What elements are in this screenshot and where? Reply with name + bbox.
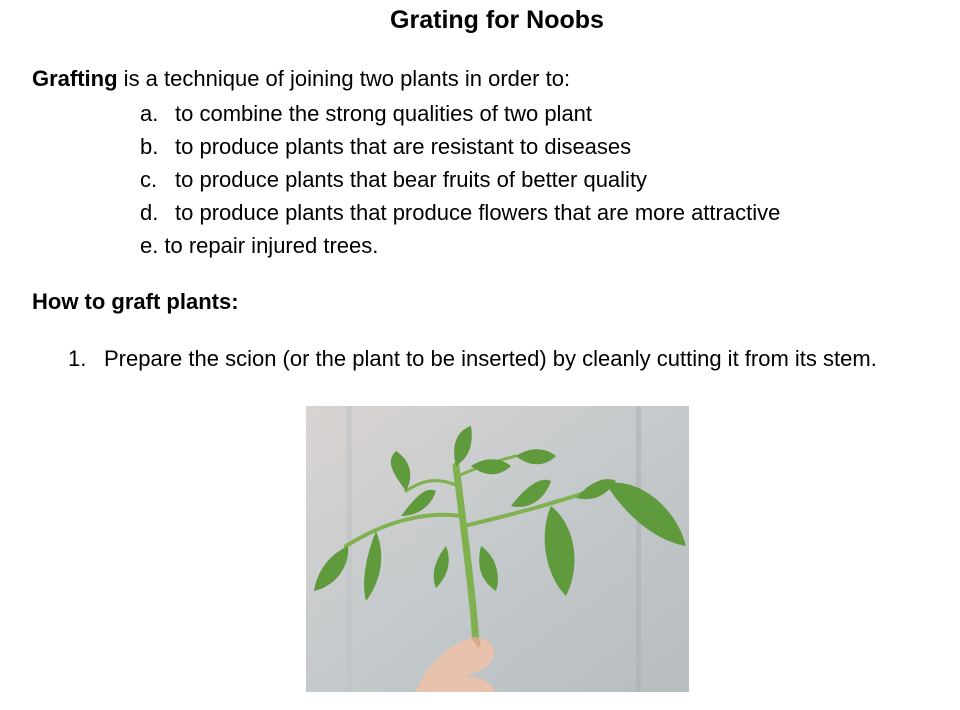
section-heading: How to graft plants: bbox=[32, 289, 239, 314]
intro-text: is a technique of joining two plants in order to: bbox=[117, 66, 571, 91]
list-item-text: to produce plants that are resistant to diseases bbox=[175, 134, 632, 159]
list-item-text: to produce plants that produce flowers that are more attractive bbox=[175, 200, 781, 225]
plant-illustration bbox=[306, 406, 689, 692]
list-item bbox=[140, 166, 780, 199]
list-marker: e. bbox=[140, 233, 159, 258]
page-title: Grating for Noobs bbox=[390, 6, 604, 34]
list-marker: b. bbox=[140, 134, 159, 159]
list-marker: d. bbox=[140, 200, 159, 225]
list-item bbox=[140, 232, 780, 265]
step-item bbox=[68, 346, 877, 372]
photo-background bbox=[306, 406, 689, 692]
list-marker: c. bbox=[140, 167, 158, 192]
list-item-text: to combine the strong qualities of two plant bbox=[175, 101, 593, 126]
tomato-seedling-photo bbox=[306, 406, 689, 692]
list-marker: a. bbox=[140, 101, 159, 126]
list-item bbox=[140, 133, 780, 166]
step-text: Prepare the scion (or the plant to be inserted) by cleanly cutting it from its stem. bbox=[104, 346, 877, 371]
list-item bbox=[140, 100, 780, 133]
list-item-text: to repair injured trees. bbox=[164, 233, 379, 258]
list-item bbox=[140, 199, 780, 232]
step-number: 1. bbox=[68, 346, 87, 371]
purpose-list bbox=[140, 100, 780, 265]
intro-paragraph bbox=[32, 66, 570, 92]
list-item-text: to produce plants that bear fruits of better quality bbox=[175, 167, 648, 192]
grafting-term: Grafting bbox=[32, 66, 118, 91]
